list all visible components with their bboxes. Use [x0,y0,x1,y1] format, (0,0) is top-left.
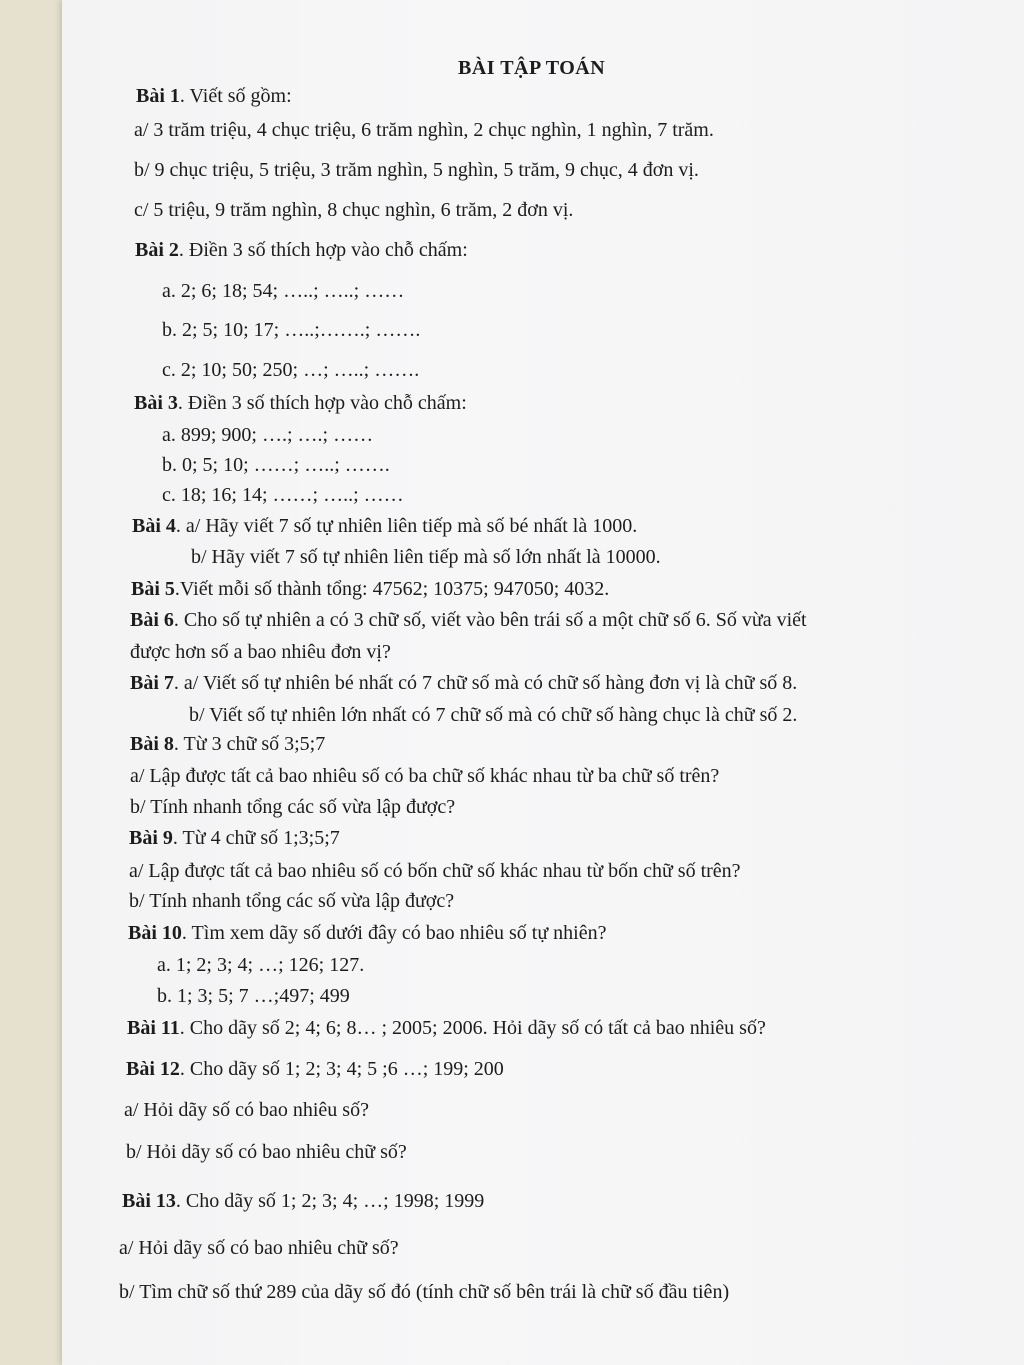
exercise-13-label: Bài 13 [122,1190,176,1212]
page-title: BÀI TẬP TOÁN [458,57,606,79]
exercise-5-heading [131,577,609,601]
exercise-3-part-a: a. 899; 900; ….; ….; …… [162,424,374,446]
exercise-3-label: Bài 3 [134,392,178,414]
exercise-6-heading [130,608,807,632]
exercise-5-label: Bài 5 [131,578,175,600]
exercise-1-heading [136,84,292,108]
exercise-7-part-a: . a/ Viết số tự nhiên bé nhất có 7 chữ số mà có chữ số hàng đơn vị là chữ số 8. [173,672,798,694]
exercise-12-part-a: a/ Hỏi dãy số có bao nhiêu số? [124,1099,369,1121]
exercise-6-label: Bài 6 [130,609,174,631]
exercise-12-label: Bài 12 [126,1058,180,1080]
exercise-8-part-b: b/ Tính nhanh tổng các số vừa lập được? [130,796,456,818]
exercise-12-heading [126,1057,504,1081]
exercise-9-part-b: b/ Tính nhanh tổng các số vừa lập được? [129,890,455,912]
exercise-8-heading [130,732,325,756]
exercise-7-heading [130,671,797,695]
exercise-6-question-line-2: được hơn số a bao nhiêu đơn vị? [130,641,391,663]
exercise-3-part-c: c. 18; 16; 14; ……; …..; …… [162,484,404,506]
exercise-10-part-b: b. 1; 3; 5; 7 …;497; 499 [157,985,350,1007]
exercise-3-question: . Điền 3 số thích hợp vào chỗ chấm: [177,392,467,414]
exercise-10-part-a: a. 1; 2; 3; 4; …; 126; 127. [157,954,365,976]
exercise-2-question: . Điền 3 số thích hợp vào chỗ chấm: [178,239,468,261]
exercise-13-part-a: a/ Hỏi dãy số có bao nhiêu chữ số? [119,1237,399,1259]
exercise-6-question-line-1: . Cho số tự nhiên a có 3 chữ số, viết vào bên trái số a một chữ số 6. Số vừa viết [173,609,807,631]
exercise-8-question: . Từ 3 chữ số 3;5;7 [173,733,326,755]
exercise-8-part-a: a/ Lập được tất cả bao nhiêu số có ba chữ số khác nhau từ ba chữ số trên? [130,765,720,787]
exercise-13-heading [122,1189,484,1213]
exercise-4-part-b: b/ Hãy viết 7 số tự nhiên liên tiếp mà số lớn nhất là 10000. [191,546,661,568]
exercise-12-part-b: b/ Hỏi dãy số có bao nhiêu chữ số? [126,1141,407,1163]
exercise-13-part-b: b/ Tìm chữ số thứ 289 của dãy số đó (tính chữ số bên trái là chữ số đầu tiên) [119,1281,730,1303]
exercise-4-part-a: . a/ Hãy viết 7 số tự nhiên liên tiếp mà số bé nhất là 1000. [175,515,638,537]
exercise-11-heading [127,1016,766,1040]
exercise-4-label: Bài 4 [132,515,176,537]
exercise-3-heading [134,391,467,415]
exercise-8-label: Bài 8 [130,733,174,755]
exercise-1-part-b: b/ 9 chục triệu, 5 triệu, 3 trăm nghìn, 5 nghìn, 5 trăm, 9 chục, 4 đơn vị. [134,159,699,181]
exercise-10-question: . Tìm xem dãy số dưới đây có bao nhiêu số tự nhiên? [181,922,607,944]
exercise-1-question: . Viết số gồm: [179,85,292,107]
exercise-1-label: Bài 1 [136,85,180,107]
exercise-13-question: . Cho dãy số 1; 2; 3; 4; …; 1998; 1999 [175,1190,485,1212]
exercise-9-part-a: a/ Lập được tất cả bao nhiêu số có bốn chữ số khác nhau từ bốn chữ số trên? [129,860,741,882]
exercise-3-part-b: b. 0; 5; 10; ……; …..; ……. [162,454,390,476]
exercise-1-part-a: a/ 3 trăm triệu, 4 chục triệu, 6 trăm nghìn, 2 chục nghìn, 1 nghìn, 7 trăm. [134,119,714,141]
exercise-9-label: Bài 9 [129,827,173,849]
exercise-10-label: Bài 10 [128,922,182,944]
exercise-11-label: Bài 11 [127,1017,180,1039]
exercise-2-part-b: b. 2; 5; 10; 17; …..;…….; ……. [162,319,421,341]
exercise-5-question: .Viết mỗi số thành tổng: 47562; 10375; 947050; 4032. [174,578,610,600]
exercise-2-part-a: a. 2; 6; 18; 54; …..; …..; …… [162,280,405,302]
exercise-9-question: . Từ 4 chữ số 1;3;5;7 [172,827,340,849]
exercise-10-heading [128,921,607,945]
exercise-2-part-c: c. 2; 10; 50; 250; …; …..; ……. [162,359,420,381]
exercise-2-heading [135,238,468,262]
exercise-2-label: Bài 2 [135,239,179,261]
exercise-4-heading [132,514,637,538]
exercise-12-question: . Cho dãy số 1; 2; 3; 4; 5 ;6 …; 199; 200 [179,1058,504,1080]
exercise-7-part-b: b/ Viết số tự nhiên lớn nhất có 7 chữ số mà có chữ số hàng chục là chữ số 2. [189,704,798,726]
exercise-1-part-c: c/ 5 triệu, 9 trăm nghìn, 8 chục nghìn, 6 trăm, 2 đơn vị. [134,199,574,221]
exercise-7-label: Bài 7 [130,672,174,694]
exercise-11-question: . Cho dãy số 2; 4; 6; 8… ; 2005; 2006. Hỏi dãy số có tất cả bao nhiêu số? [179,1017,766,1039]
exercise-9-heading [129,826,340,850]
